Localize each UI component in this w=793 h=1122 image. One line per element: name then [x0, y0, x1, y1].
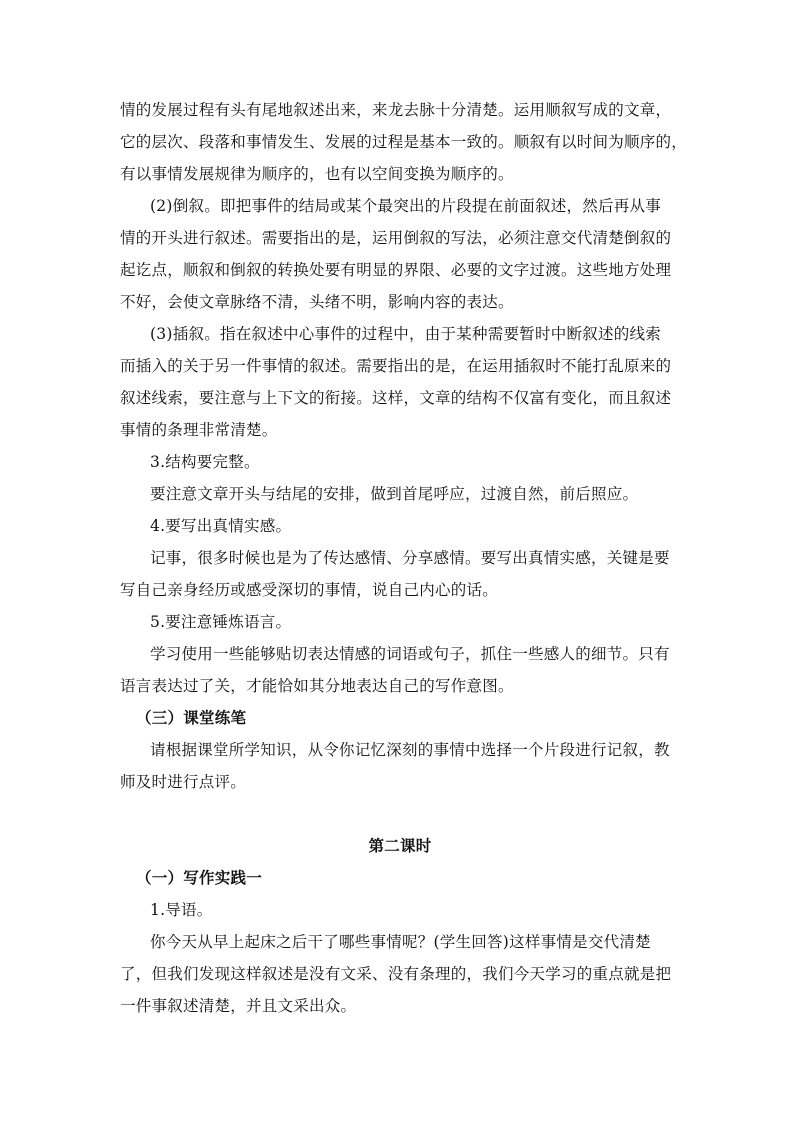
- paragraph-line: 请根据课堂所学知识，从令你记忆深刻的事情中选择一个片段进行记叙，教: [150, 741, 670, 759]
- paragraph-line: 叙述线索，要注意与上下文的衔接。这样，文章的结构不仅富有变化，而且叙述: [120, 389, 672, 407]
- item-heading: 3.结构要完整。: [150, 453, 260, 471]
- paragraph-line: 语言表达过了关，才能恰如其分地表达自己的写作意图。: [120, 677, 514, 695]
- paragraph-line: 不好，会使文章脉络不清，头绪不明，影响内容的表达。: [120, 293, 514, 311]
- paragraph-line: 了，但我们发现这样叙述是没有文采、没有条理的，我们今天学习的重点就是把: [120, 965, 672, 983]
- section-heading: （一）写作实践一: [136, 868, 263, 887]
- paragraph-line: 事情的条理非常清楚。: [120, 421, 278, 439]
- paragraph-line: 学习使用一些能够贴切表达情感的词语或句子，抓住一些感人的细节。只有: [150, 645, 670, 663]
- paragraph-line: 而插入的关于另一件事情的叙述。需要指出的是，在运用插叙时不能打乱原来的: [120, 357, 672, 375]
- item-heading: 1.导语。: [150, 901, 213, 919]
- paragraph-line: 师及时进行点评。: [120, 773, 247, 791]
- paragraph-line: (2)倒叙。即把事件的结局或某个最突出的片段提在前面叙述，然后再从事: [150, 197, 661, 215]
- paragraph-line: 要注意文章开头与结尾的安排，做到首尾呼应，过渡自然，前后照应。: [150, 485, 639, 503]
- lesson-title: 第二课时: [368, 836, 432, 855]
- paragraph-line: 记事，很多时候也是为了传达感情、分享感情。要写出真情实感，关键是要: [150, 549, 670, 567]
- paragraph-line: 它的层次、段落和事情发生、发展的过程是基本一致的。顺叙有以时间为顺序的，: [120, 133, 688, 151]
- paragraph-line: 情的开头进行叙述。需要指出的是，运用倒叙的写法，必须注意交代清楚倒叙的: [120, 229, 672, 247]
- paragraph-line: 有以事情发展规律为顺序的，也有以空间变换为顺序的。: [120, 165, 514, 183]
- item-heading: 5.要注意锤炼语言。: [150, 613, 292, 631]
- paragraph-line: 情的发展过程有头有尾地叙述出来，来龙去脉十分清楚。运用顺叙写成的文章，: [120, 101, 672, 119]
- paragraph-line: 你今天从早上起床之后干了哪些事情呢？(学生回答)这样事情是交代清楚: [150, 933, 651, 951]
- item-heading: 4.要写出真情实感。: [150, 517, 292, 535]
- paragraph-line: 写自己亲身经历或感受深切的事情，说自己内心的话。: [120, 581, 499, 599]
- paragraph-line: 一件事叙述清楚，并且文采出众。: [120, 997, 357, 1015]
- paragraph-line: 起讫点，顺叙和倒叙的转换处要有明显的界限、必要的文字过渡。这些地方处理: [120, 261, 672, 279]
- section-heading: （三）课堂练笔: [136, 708, 247, 727]
- paragraph-line: (3)插叙。指在叙述中心事件的过程中，由于某种需要暂时中断叙述的线索: [150, 325, 661, 343]
